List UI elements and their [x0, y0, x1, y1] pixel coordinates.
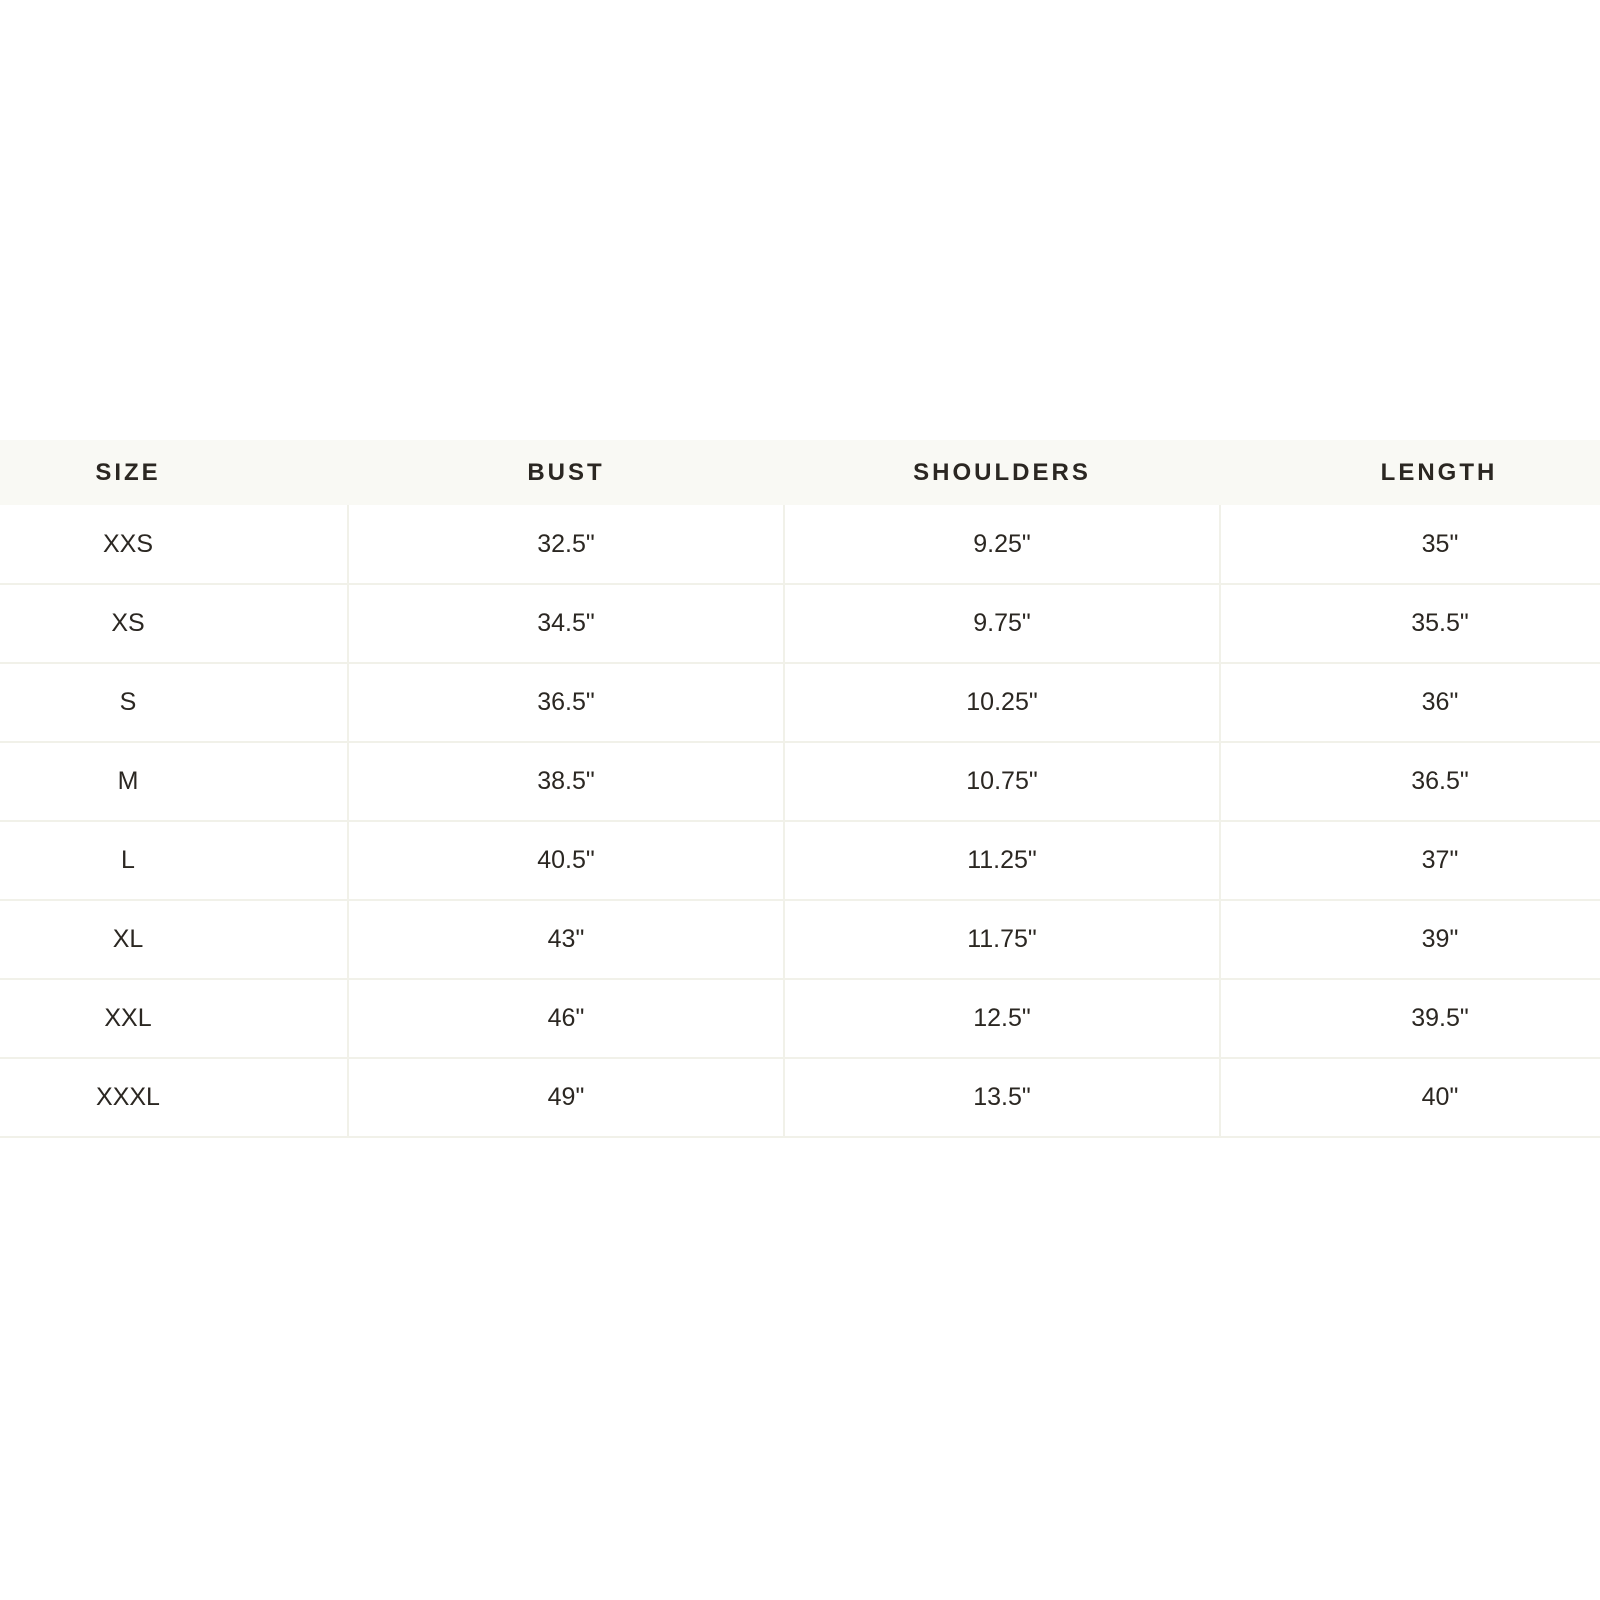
length-cell: 36"	[1220, 663, 1600, 742]
bust-cell: 46"	[348, 979, 784, 1058]
shoulders-cell: 10.25"	[784, 663, 1220, 742]
length-cell: 39.5"	[1220, 979, 1600, 1058]
table-row	[0, 900, 1600, 979]
header-shoulders: SHOULDERS	[913, 458, 1091, 486]
shoulders-cell: 11.25"	[784, 821, 1220, 900]
size-cell: XXL	[0, 979, 348, 1058]
table-row	[0, 663, 1600, 742]
shoulders-cell: 12.5"	[784, 979, 1220, 1058]
bust-cell: 49"	[348, 1058, 784, 1137]
size-chart-table	[0, 440, 1600, 1138]
length-cell: 39"	[1220, 900, 1600, 979]
bust-cell: 32.5"	[348, 505, 784, 584]
bust-cell: 34.5"	[348, 584, 784, 663]
table-header	[0, 440, 1600, 505]
bust-cell: 36.5"	[348, 663, 784, 742]
shoulders-cell: 9.75"	[784, 584, 1220, 663]
table-body	[0, 505, 1600, 1137]
bust-cell: 38.5"	[348, 742, 784, 821]
length-cell: 37"	[1220, 821, 1600, 900]
bust-cell: 40.5"	[348, 821, 784, 900]
header-length: LENGTH	[1380, 458, 1498, 486]
shoulders-cell: 13.5"	[784, 1058, 1220, 1137]
header-bust: BUST	[527, 458, 605, 486]
shoulders-cell: 9.25"	[784, 505, 1220, 584]
table-row	[0, 1058, 1600, 1137]
length-cell: 40"	[1220, 1058, 1600, 1137]
table-row	[0, 979, 1600, 1058]
table-row	[0, 742, 1600, 821]
size-cell: XXS	[0, 505, 348, 584]
bust-cell: 43"	[348, 900, 784, 979]
length-cell: 36.5"	[1220, 742, 1600, 821]
shoulders-cell: 11.75"	[784, 900, 1220, 979]
table-row	[0, 505, 1600, 584]
size-cell: S	[0, 663, 348, 742]
size-cell: XS	[0, 584, 348, 663]
size-cell: XXXL	[0, 1058, 348, 1137]
size-cell: M	[0, 742, 348, 821]
table-row	[0, 821, 1600, 900]
length-cell: 35"	[1220, 505, 1600, 584]
table-row	[0, 584, 1600, 663]
size-cell: L	[0, 821, 348, 900]
length-cell: 35.5"	[1220, 584, 1600, 663]
size-cell: XL	[0, 900, 348, 979]
header-row	[0, 440, 1600, 505]
header-size: SIZE	[95, 458, 161, 486]
shoulders-cell: 10.75"	[784, 742, 1220, 821]
